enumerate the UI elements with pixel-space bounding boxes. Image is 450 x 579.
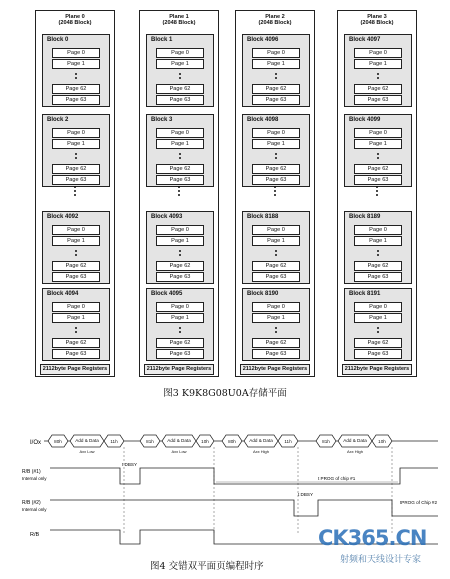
- bus-text-add-2-sub: Axx Low: [171, 449, 187, 454]
- block: [42, 34, 110, 107]
- page-ellipsis: [179, 73, 181, 81]
- signal-label-rb: R/B: [30, 532, 40, 538]
- timing-markers: [124, 447, 392, 534]
- page-cell: Page 63: [354, 175, 402, 185]
- page-cell: Page 62: [252, 338, 300, 348]
- page-cell: Page 62: [252, 164, 300, 174]
- page-cell: Page 0: [156, 302, 204, 312]
- page-cell: Page 0: [52, 225, 100, 235]
- page-cell: Page 63: [354, 272, 402, 282]
- block: [344, 114, 412, 187]
- watermark: [318, 526, 450, 579]
- block: [146, 211, 214, 284]
- page-register: 2112byte Page Registers: [240, 364, 310, 375]
- page-cell: Page 0: [52, 302, 100, 312]
- block-label: Block 4099: [349, 117, 381, 123]
- page-ellipsis: [377, 153, 379, 161]
- bus-text-10h-b: 10h: [378, 439, 386, 444]
- plane-title: [338, 14, 416, 26]
- bus-text-80h-b: 80h: [228, 439, 236, 444]
- page-ellipsis: [377, 73, 379, 81]
- block-ellipsis: [178, 186, 180, 198]
- page-ellipsis: [179, 327, 181, 335]
- page-ellipsis: [275, 327, 277, 335]
- block: [242, 114, 310, 187]
- signal-label-rb1: R/B (#1): [22, 469, 41, 475]
- page-cell: Page 0: [156, 225, 204, 235]
- page-cell: Page 63: [52, 349, 100, 359]
- figure-3-caption: 图3 K9K8G08U0A存储平面: [163, 388, 287, 399]
- block-label: Block 4097: [349, 37, 381, 43]
- plane-capacity: (2048 Block): [360, 20, 394, 27]
- page-cell: Page 62: [354, 261, 402, 271]
- page-cell: Page 62: [52, 164, 100, 174]
- page-ellipsis: [179, 250, 181, 258]
- page-cell: Page 63: [252, 95, 300, 105]
- bus-text-81h-a: 81h: [146, 439, 154, 444]
- block: [344, 288, 412, 361]
- block-ellipsis: [74, 186, 76, 198]
- block-label: Block 4098: [247, 117, 279, 123]
- bus-text-add-4-sub: Axx High: [346, 449, 364, 454]
- block-label: Block 2: [47, 117, 69, 123]
- tdbsy-1-label: t DBSY: [122, 462, 138, 467]
- plane-1: [139, 10, 219, 377]
- plane-2: [235, 10, 315, 377]
- block: [344, 34, 412, 107]
- bus-text-80h-a: 80h: [54, 439, 62, 444]
- page-cell: Page 63: [156, 349, 204, 359]
- page-cell: Page 62: [52, 261, 100, 271]
- page-ellipsis: [75, 73, 77, 81]
- page-cell: Page 0: [354, 302, 402, 312]
- page-cell: Page 1: [252, 236, 300, 246]
- page-cell: Page 1: [354, 139, 402, 149]
- plane-0: [35, 10, 115, 377]
- page-ellipsis: [275, 73, 277, 81]
- page-cell: Page 1: [52, 139, 100, 149]
- block: [242, 34, 310, 107]
- plane-name: Plane 1: [169, 14, 189, 20]
- bus-text-add-2: Add & Data: [167, 438, 191, 443]
- page-cell: Page 1: [52, 59, 100, 69]
- page-cell: Page 62: [52, 338, 100, 348]
- page-ellipsis: [75, 250, 77, 258]
- page-cell: Page 1: [52, 313, 100, 323]
- block-label: Block 8190: [247, 291, 279, 297]
- figure-4-caption: 图4 交错双平面页编程时序: [150, 561, 264, 572]
- block: [146, 114, 214, 187]
- block-label: Block 8191: [349, 291, 381, 297]
- page-cell: Page 0: [52, 48, 100, 58]
- page-cell: Page 0: [252, 128, 300, 138]
- block-label: Block 4095: [151, 291, 183, 297]
- block-label: Block 4094: [47, 291, 79, 297]
- page-ellipsis: [377, 327, 379, 335]
- bus-text-add-1: Add & Data: [75, 438, 99, 443]
- page-cell: Page 1: [354, 59, 402, 69]
- page-cell: Page 62: [252, 84, 300, 94]
- page-cell: Page 62: [252, 261, 300, 271]
- block-label: Block 0: [47, 37, 69, 43]
- block-ellipsis: [376, 186, 378, 198]
- page-cell: Page 1: [252, 313, 300, 323]
- tdbsy-2-label: t DBSY: [298, 492, 314, 497]
- page-cell: Page 1: [354, 236, 402, 246]
- page-cell: Page 0: [354, 48, 402, 58]
- block: [242, 211, 310, 284]
- plane-name: Plane 2: [265, 14, 285, 20]
- signal-label-rb2: R/B (#2): [22, 500, 41, 506]
- page-ellipsis: [275, 250, 277, 258]
- block: [42, 211, 110, 284]
- page-cell: Page 62: [156, 261, 204, 271]
- page-cell: Page 62: [156, 164, 204, 174]
- bus-text-add-1-sub: Axx Low: [79, 449, 95, 454]
- plane-title: [36, 14, 114, 26]
- page-cell: Page 62: [354, 164, 402, 174]
- page-cell: Page 62: [156, 338, 204, 348]
- page-cell: Page 0: [52, 128, 100, 138]
- rb2-trace: [50, 500, 438, 516]
- bus-text-11h-b: 11h: [284, 439, 292, 444]
- block-label: Block 4096: [247, 37, 279, 43]
- bus-text-add-4: Add & Data: [343, 438, 367, 443]
- bus-text-11h-a: 11h: [110, 439, 118, 444]
- tprog-1-label: t PROG of chip #1: [318, 476, 356, 481]
- page-cell: Page 0: [252, 225, 300, 235]
- signal-label-rb2-sub: Internal only: [22, 507, 47, 512]
- page-cell: Page 63: [354, 349, 402, 359]
- plane-title: [236, 14, 314, 26]
- page-cell: Page 1: [252, 59, 300, 69]
- page-cell: Page 1: [156, 139, 204, 149]
- page-cell: Page 0: [354, 128, 402, 138]
- page-cell: Page 0: [156, 128, 204, 138]
- page-ellipsis: [75, 327, 77, 335]
- page-cell: Page 63: [52, 272, 100, 282]
- page-cell: Page 62: [52, 84, 100, 94]
- bus-text-81h-b: 81h: [322, 439, 330, 444]
- page-cell: Page 1: [156, 313, 204, 323]
- page-cell: Page 63: [156, 175, 204, 185]
- plane-capacity: (2048 Block): [258, 20, 292, 27]
- page-cell: Page 62: [354, 338, 402, 348]
- page-register: 2112byte Page Registers: [144, 364, 214, 375]
- block: [242, 288, 310, 361]
- block-label: Block 8189: [349, 214, 381, 220]
- page-cell: Page 1: [156, 236, 204, 246]
- block: [42, 114, 110, 187]
- bus-text-10h-a: 10h: [201, 439, 209, 444]
- block: [146, 288, 214, 361]
- signal-label-rb1-sub: Internal only: [22, 476, 47, 481]
- page-ellipsis: [377, 250, 379, 258]
- page-register: 2112byte Page Registers: [342, 364, 412, 375]
- plane-title: [140, 14, 218, 26]
- page-cell: Page 63: [156, 272, 204, 282]
- page-cell: Page 1: [52, 236, 100, 246]
- page-cell: Page 0: [354, 225, 402, 235]
- page-cell: Page 63: [252, 272, 300, 282]
- watermark-logo: CK365.CN: [318, 526, 427, 550]
- plane-capacity: (2048 Block): [162, 20, 196, 27]
- page-cell: Page 0: [252, 302, 300, 312]
- block-label: Block 1: [151, 37, 173, 43]
- watermark-tagline: 射频和天线设计专家: [340, 554, 422, 564]
- block-label: Block 8188: [247, 214, 279, 220]
- page-cell: Page 63: [252, 349, 300, 359]
- page-ellipsis: [275, 153, 277, 161]
- bus-text-add-3-sub: Axx High: [252, 449, 270, 454]
- page-register: 2112byte Page Registers: [40, 364, 110, 375]
- page-cell: Page 1: [156, 59, 204, 69]
- block-label: Block 3: [151, 117, 173, 123]
- block-label: Block 4093: [151, 214, 183, 220]
- block: [344, 211, 412, 284]
- signal-label-io: I/Ox: [30, 440, 42, 446]
- page-cell: Page 63: [252, 175, 300, 185]
- page-cell: Page 0: [156, 48, 204, 58]
- page-cell: Page 1: [252, 139, 300, 149]
- plane-capacity: (2048 Block): [58, 20, 92, 27]
- page-cell: Page 1: [354, 313, 402, 323]
- block: [42, 288, 110, 361]
- page-ellipsis: [179, 153, 181, 161]
- page-cell: Page 63: [354, 95, 402, 105]
- block: [146, 34, 214, 107]
- page-cell: Page 62: [354, 84, 402, 94]
- tprog-2-label: tPROG of Chip #2: [400, 500, 438, 505]
- page-cell: Page 63: [52, 95, 100, 105]
- block-ellipsis: [274, 186, 276, 198]
- plane-3: [337, 10, 417, 377]
- plane-name: Plane 0: [65, 14, 85, 20]
- page-cell: Page 62: [156, 84, 204, 94]
- page-ellipsis: [75, 153, 77, 161]
- page-cell: Page 63: [156, 95, 204, 105]
- page-cell: Page 0: [252, 48, 300, 58]
- rb1-trace: [50, 468, 438, 484]
- plane-name: Plane 3: [367, 14, 387, 20]
- block-label: Block 4092: [47, 214, 79, 220]
- page-cell: Page 63: [52, 175, 100, 185]
- bus-text-add-3: Add & Data: [249, 438, 273, 443]
